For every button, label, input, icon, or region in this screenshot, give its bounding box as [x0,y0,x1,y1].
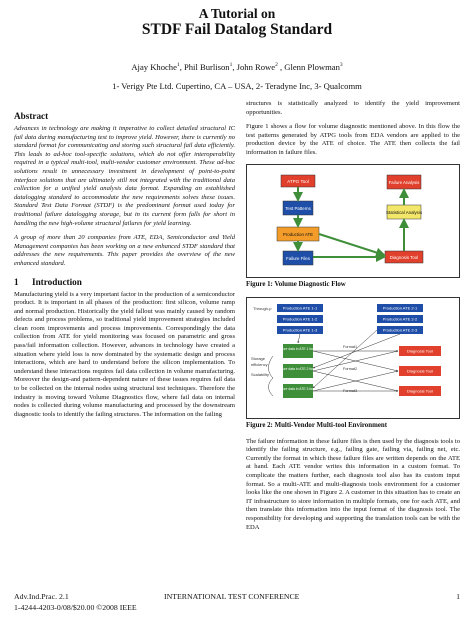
abstract-heading: Abstract [14,111,49,121]
statistical-analysis-box [386,205,423,219]
fig2-ate-1-1: Production ATE 1-1 [282,305,318,311]
footer-isbn: 1-4244-4203-0/08/$20.00 ©2008 IEEE [14,603,137,612]
intro-heading [14,276,235,288]
abstract-paragraph-1: Advances in technology are making it imperative to collect detailed structural IC fail data during manufacturing test to improve yield. However, there is currently no standard format for communicating and storing such structural fail data efficiently. This leads to ad-hoc tool-specific solutions, which do not offer interoperability required in a typical multi-tool, multi-vendor customer environment. These ad-hoc solutions result in unnecessary investment in development of point-to-point interface solutions that are ultimately still not integrated with the traditional data collection for a unified yield analysis data format. Expanding an established datalogging standard to accommodate the new requirements solves these issues. Standard Test Data Format (STDF) is the predominant format used today for traditional failure datalogging storage, but in its current form falls for short in handling the new high-volume structural failures for yield learning. [14,125,235,227]
intro-title: Introduction [32,276,82,287]
right-paragraph-3: The failure information in these failure files is then used by the diagnosis tools to identify the failing structure, e.g., failing gate, failing via, failing net, etc. Currently the format in which these failure files are written depends on the ATE at hand. Each ATE vendor writes this information in a custom format. To complicate the matters further, each diagnosis tool also has its custom input format. So a multi-ATE and multi-diagnosis tools environment for a customer looks like the one shown in Figure 2. A customer in this situation has to create an IT infrastructure to store information in multiple formats, one for each ATE, and then translate this information into the input format of the diagnosis tool. The responsibility for developing and supporting the translation tools can be with the EDA [246,437,460,531]
fig2-ate-1-2: Production ATE 1-2 [282,316,318,322]
right-paragraph-1: structures is statistically analyzed to identify the yield improvement opportunities. [246,100,460,116]
failure-analysis-box [387,175,421,189]
fig2-efficiency-label: efficiency [251,361,268,367]
flow-arrows [298,187,404,257]
abstract-paragraph-2: A group of more than 20 companies from ATE, EDA, Semiconductor and Yield Management companies has been working on a new enhanced STDF standard that addresses the new requirements. This paper provides the overview of the new enhanced standard. [14,234,235,267]
diagnosis-tool-label: Diagnosis Tool [389,254,419,260]
statistical-analysis-label: Statistical Analysis [385,209,423,215]
intro-number: 1 [14,276,19,287]
fig2-ate-group-1 [277,304,323,334]
fig2-ate-2-1: Production ATE 2-1 [382,305,418,311]
footer-paper-id: Adv.Ind.Prac. 2.1 [14,592,69,601]
test-patterns-box [283,201,313,215]
failure-analysis-label: Failure Analysis [388,179,420,185]
paper-title-line2: STDF Fail Datalog Standard [141,21,333,38]
atpg-tool-label: ATPG Tool [287,178,309,184]
fig2-ate-group-2 [377,304,423,334]
intro-paragraph-1: Manufacturing yield is a very important factor in the production of a semiconductor product. It is important in all phases of the production: first silicon, volume ramp and normal production. Historically the yield fallout was mainly caused by random defects and process problems, so traditional yield improvement strategies included clean room improvements and process improvements. Correspondingly the data collection from ATE for yield monitoring was focused on parametric and gross pass/fail information collection. However, advances in technology have created a situation where yield loss is now dominated by the systematic design and process interactions, which are hard to understand before the silicon implementation. To understand these interactions requires fail data collection in volume manufacturing. Moreover the design-and pattern-dependent nature of these issues requires fail data to be collected on the internal nodes using structural test techniques. Therefore the industry is moving toward Volume Diagnostics flow, where fail data on internal nodes is collected during volume manufacturing and processed by the downstream diagnostic tools to identify the failing structures. The information on the failing [14,290,235,418]
left-column [14,100,235,425]
production-ate-box [277,227,319,241]
fig2-format-1: Format1 [343,344,358,349]
test-patterns-label: Test Patterns [285,205,311,211]
paper-title-line1: A Tutorial on [198,6,276,21]
fig2-diag-2: Diagnosis Tool [407,368,433,374]
atpg-tool-box [281,175,315,187]
failure-files-box [283,251,313,265]
fig2-ate-1-3: Production ATE 1-3 [282,327,318,333]
figure-1-caption: Figure 1: Volume Diagnostic Flow [246,280,346,288]
fig2-fail-2: Failure data in ATE 2 format [277,366,319,371]
abstract-body [14,125,235,269]
diagnosis-tool-box [385,251,423,263]
fig2-ate-2-2: Production ATE 2-2 [382,316,418,322]
fig2-format-3: Format3 [343,388,358,393]
fig2-scalability-label: Scalability [251,371,270,377]
figure-2-caption: Figure 2: Multi-Vendor Multi-tool Environment [246,421,388,429]
fig2-fail-1: Failure data in ATE 1 format [277,346,319,351]
affiliations: 1- Verigy Pte Ltd. Cupertino, CA – USA, 2- Teradyne Inc, 3- Qualcomm [112,81,362,91]
fig2-format-2: Format2 [343,366,358,371]
right-column [246,100,460,538]
fig2-diagnosis-tools [399,346,441,396]
production-ate-label: Production ATE [282,231,314,237]
footer-page-number: 1 [456,592,460,601]
right-paragraph-2: Figure 1 shows a flow for volume diagnostic mentioned above. In this flow the test patterns generated by ATPG tools from EDA vendors are applied to the production device by the ATE of choice. The ATE then collects the fail information in failure files. [246,123,460,156]
footer-conference: INTERNATIONAL TEST CONFERENCE [164,592,300,601]
failure-files-label: Failure Files [286,255,310,261]
fig2-storage-label: Storage [251,355,266,361]
figure-2-environment-diagram [246,297,460,419]
figure-1-flow-diagram [246,164,460,278]
fig2-diag-1: Diagnosis Tool [407,348,433,354]
fig2-ate-2-3: Production ATE 2-3 [382,327,418,333]
fig2-failure-data [277,344,319,398]
fig2-fail-3: Failure data in ATE 3 format [277,386,319,391]
fig2-throughput-label: Through-p [253,305,272,311]
fig2-diag-3: Diagnosis Tool [407,388,433,394]
author-list: Ajay Khoche$^1$, Phil Burlison$^1$, John Rowe$^2$ , Glenn Plowman$^3$ [131,62,343,72]
